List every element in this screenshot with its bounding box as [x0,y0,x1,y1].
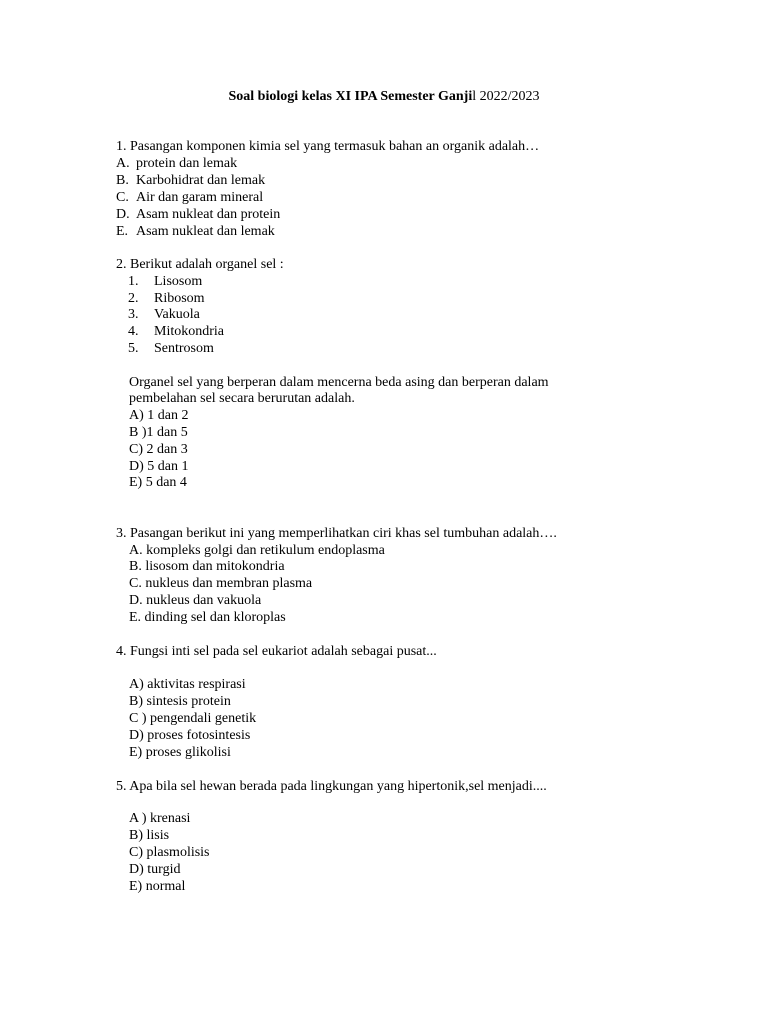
question-5-text: 5. Apa bila sel hewan berada pada lingkungan yang hipertonik,sel menjadi.... [116,779,547,794]
option-text: Asam nukleat dan protein [136,207,281,222]
document-title [0,88,768,106]
list-text: Vakuola [154,307,200,322]
question-3-option-c: C. nukleus dan membran plasma [129,576,313,591]
question-2-option-b: B )1 dan 5 [129,425,188,440]
question-2-text: 2. Berikut adalah organel sel : [116,257,284,272]
question-4-text: 4. Fungsi inti sel pada sel eukariot adalah sebagai pusat... [116,644,437,659]
option-label: D. [116,207,130,222]
list-number: 5. [128,341,139,356]
question-2-option-e: E) 5 dan 4 [129,475,187,490]
question-5-option-b: B) lisis [129,828,170,843]
question-1-text: 1. Pasangan komponen kimia sel yang termasuk bahan an organik adalah… [116,139,540,154]
question-5-option-c: C) plasmolisis [129,845,210,860]
question-4-option-c: C ) pengendali genetik [129,711,257,726]
list-number: 4. [128,324,139,339]
question-5-option-a: A ) krenasi [129,811,191,826]
option-text: protein dan lemak [136,156,238,171]
list-number: 1. [128,274,139,289]
question-2-option-a: A) 1 dan 2 [129,408,189,423]
question-2-option-c: C) 2 dan 3 [129,442,188,457]
list-text: Lisosom [154,274,203,289]
list-number: 2. [128,291,139,306]
question-2-stem-line-2: pembelahan sel secara berurutan adalah. [129,391,355,406]
question-4-option-e: E) proses glikolisi [129,745,231,760]
option-label: C. [116,190,129,205]
title-rest-part: l 2022/2023 [472,89,540,104]
option-label: A. [116,156,130,171]
list-text: Ribosom [154,291,205,306]
question-5-option-d: D) turgid [129,862,181,877]
question-3-option-d: D. nukleus dan vakuola [129,593,262,608]
question-3-option-a: A. kompleks golgi dan retikulum endoplasma [129,543,385,558]
question-2-option-d: D) 5 dan 1 [129,459,189,474]
option-text: Karbohidrat dan lemak [136,173,266,188]
question-3-text: 3. Pasangan berikut ini yang memperlihatkan ciri khas sel tumbuhan adalah…. [116,526,557,541]
option-text: Asam nukleat dan lemak [136,224,275,239]
question-2-stem-line-1: Organel sel yang berperan dalam mencerna beda asing dan berperan dalam [129,375,549,390]
option-label: E. [116,224,129,239]
question-4-option-a: A) aktivitas respirasi [129,677,246,692]
list-text: Sentrosom [154,341,214,356]
question-5-option-e: E) normal [129,879,186,894]
question-3-option-e: E. dinding sel dan kloroplas [129,610,286,625]
question-4-option-d: D) proses fotosintesis [129,728,251,743]
option-label: B. [116,173,129,188]
question-4-option-b: B) sintesis protein [129,694,231,709]
list-number: 3. [128,307,139,322]
title-bold-part: Soal biologi kelas XI IPA Semester Ganji [228,89,473,104]
question-3-option-b: B. lisosom dan mitokondria [129,559,285,574]
option-text: Air dan garam mineral [136,190,264,205]
list-text: Mitokondria [154,324,224,339]
